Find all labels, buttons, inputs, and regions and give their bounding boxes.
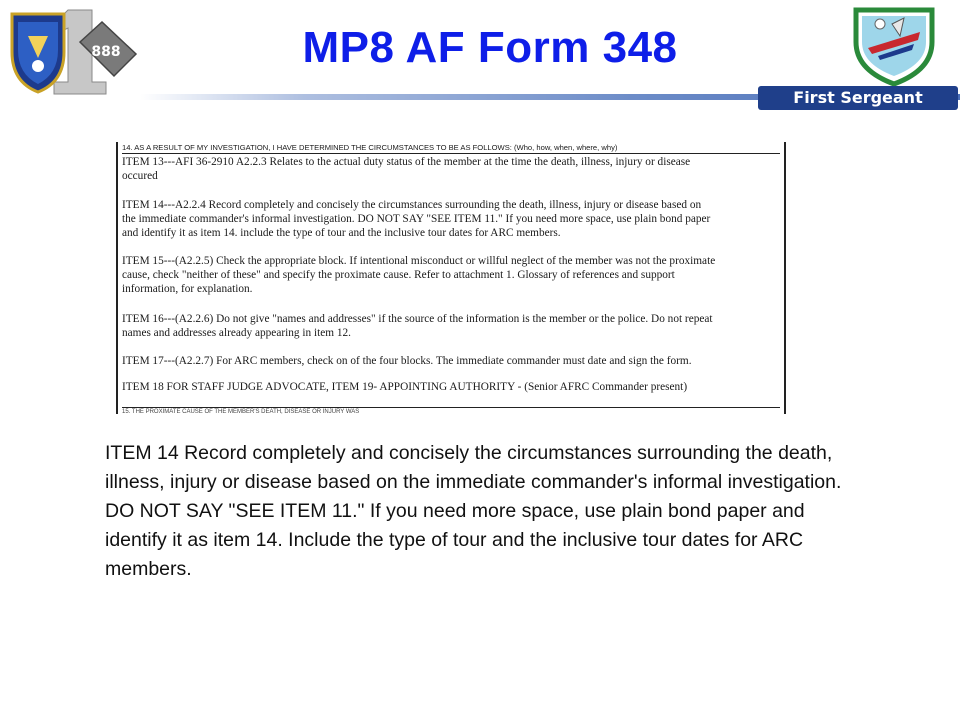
scan-line: ITEM 17---(A2.2.7) For ARC members, check on of the four blocks. The immediate commander must date and sign the form. bbox=[122, 355, 692, 367]
form-item-14-header: 14. AS A RESULT OF MY INVESTIGATION, I HAVE DETERMINED THE CIRCUMSTANCES TO BE AS FOLLOWS: (Who, how, when, where, why) bbox=[122, 142, 780, 154]
svg-text:888: 888 bbox=[91, 44, 121, 60]
scan-line: information, for explanation. bbox=[122, 283, 253, 295]
scan-line: names and addresses already appearing in item 12. bbox=[122, 327, 351, 339]
scan-line: the immediate commander's informal investigation. DO NOT SAY "SEE ITEM 11." If you need more space, use plain bond paper bbox=[122, 213, 711, 225]
scan-line: ITEM 13---AFI 36-2910 A2.2.3 Relates to the actual duty status of the member at the time the death, illness, injury or disease bbox=[122, 156, 691, 168]
academy-emblem-logo bbox=[848, 4, 940, 86]
slide-body-text: ITEM 14 Record completely and concisely the circumstances surrounding the death, illness, injury or disease based on the immediate commander's informal investigation. DO NOT SAY "SEE ITEM 11." If you need more space, use plain bond paper and identify it as item 14. Include the type of tour and the inclusive tour dates for ARC members. bbox=[105, 442, 842, 580]
academy-banner: First Sergeant Academy bbox=[758, 86, 958, 110]
scan-line: ITEM 14---A2.2.4 Record completely and concisely the circumstances surrounding the death, illness, injury or disease based on bbox=[122, 199, 702, 211]
scan-line: cause, check "neither of these" and specify the proximate cause. Refer to attachment 1. Glossary of references and support bbox=[122, 269, 675, 281]
scan-line: ITEM 18 FOR STAFF JUDGE ADVOCATE, ITEM 19- APPOINTING AUTHORITY - (Senior AFRC Commander present) bbox=[122, 381, 688, 393]
scan-line: and identify it as item 14. include the type of tour and the inclusive tour dates for ARC members. bbox=[122, 227, 561, 239]
slide-title: MP8 AF Form 348 bbox=[302, 23, 678, 72]
scan-line: ITEM 15---(A2.2.5) Check the appropriate block. If intentional misconduct or willful neglect of the member was not the proximate bbox=[122, 255, 716, 267]
form-scan-image bbox=[116, 142, 786, 414]
scan-line: occured bbox=[122, 170, 158, 182]
unit-emblem-logo bbox=[6, 4, 138, 96]
scan-line: ITEM 16---(A2.2.6) Do not give "names and addresses" if the source of the information is the member or the police. Do not repeat bbox=[122, 313, 713, 325]
form-item-15-header: 15. THE PROXIMATE CAUSE OF THE MEMBER'S DEATH, DISEASE OR INJURY WAS bbox=[122, 407, 780, 414]
